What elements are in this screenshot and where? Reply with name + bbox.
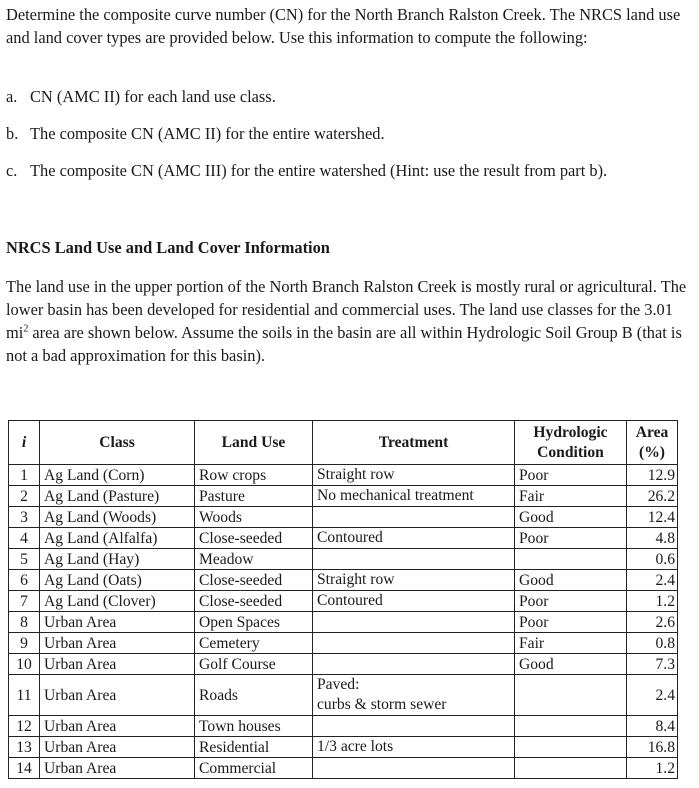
cell-land-use: Row crops bbox=[195, 465, 313, 486]
cell-i: 4 bbox=[9, 528, 40, 549]
cell-land-use: Woods bbox=[195, 507, 313, 528]
table-row bbox=[9, 654, 678, 675]
cell-class: Urban Area bbox=[40, 737, 195, 758]
cell-condition bbox=[515, 737, 627, 758]
cell-treatment bbox=[313, 675, 515, 716]
header-area-line2: (%) bbox=[639, 443, 665, 461]
cell-treatment bbox=[313, 633, 515, 654]
cell-treatment bbox=[313, 654, 515, 675]
cell-treatment: Contoured bbox=[313, 591, 515, 612]
cell-condition bbox=[515, 549, 627, 570]
table-row bbox=[9, 716, 678, 737]
part-b-label: b. bbox=[6, 124, 19, 143]
cell-area: 8.4 bbox=[627, 716, 678, 737]
header-area-line1: Area bbox=[635, 423, 669, 441]
land-use-table bbox=[8, 420, 678, 779]
cell-treatment-line1: Paved: bbox=[317, 676, 360, 693]
cell-land-use: Open Spaces bbox=[195, 612, 313, 633]
cell-treatment bbox=[313, 758, 515, 779]
cell-i: 2 bbox=[9, 486, 40, 507]
cell-area: 7.3 bbox=[627, 654, 678, 675]
cell-land-use: Pasture bbox=[195, 486, 313, 507]
cell-i: 13 bbox=[9, 737, 40, 758]
part-a bbox=[6, 87, 276, 107]
cell-class: Urban Area bbox=[40, 716, 195, 737]
header-hydrologic-line2: Condition bbox=[537, 443, 604, 461]
cell-area: 12.9 bbox=[627, 465, 678, 486]
table-row bbox=[9, 528, 678, 549]
table-row bbox=[9, 633, 678, 654]
cell-area: 12.4 bbox=[627, 507, 678, 528]
cell-land-use: Commercial bbox=[195, 758, 313, 779]
cell-land-use: Cemetery bbox=[195, 633, 313, 654]
part-c-text: The composite CN (AMC III) for the entire watershed (Hint: use the result from part b). bbox=[30, 161, 608, 180]
cell-treatment bbox=[313, 612, 515, 633]
cell-area: 1.2 bbox=[627, 591, 678, 612]
header-hydrologic-line1: Hydrologic bbox=[533, 423, 608, 441]
cell-condition: Good bbox=[515, 654, 627, 675]
cell-class: Urban Area bbox=[40, 758, 195, 779]
cell-treatment: Straight row bbox=[313, 570, 515, 591]
cell-condition: Good bbox=[515, 507, 627, 528]
cell-area: 0.6 bbox=[627, 549, 678, 570]
part-a-label: a. bbox=[6, 87, 18, 106]
header-land-use: Land Use bbox=[195, 421, 313, 465]
cell-class: Ag Land (Alfalfa) bbox=[40, 528, 195, 549]
land-use-paragraph bbox=[6, 275, 690, 367]
table-row bbox=[9, 549, 678, 570]
cell-treatment: 1/3 acre lots bbox=[313, 737, 515, 758]
table-row bbox=[9, 465, 678, 486]
part-b-text: The composite CN (AMC II) for the entire watershed. bbox=[30, 124, 385, 143]
header-i: i bbox=[9, 421, 40, 465]
table-row bbox=[9, 507, 678, 528]
problem-statement: Determine the composite curve number (CN) for the North Branch Ralston Creek. The NRCS land use and land cover types are provided below. Use this information to compute the following: bbox=[6, 5, 681, 47]
cell-i: 14 bbox=[9, 758, 40, 779]
part-c-label: c. bbox=[6, 161, 18, 180]
part-a-text: CN (AMC II) for each land use class. bbox=[30, 87, 276, 106]
cell-i: 8 bbox=[9, 612, 40, 633]
cell-class: Urban Area bbox=[40, 633, 195, 654]
cell-condition: Poor bbox=[515, 612, 627, 633]
cell-area: 4.8 bbox=[627, 528, 678, 549]
cell-area: 26.2 bbox=[627, 486, 678, 507]
cell-class: Ag Land (Pasture) bbox=[40, 486, 195, 507]
paragraph-text-after: area are shown below. Assume the soils in the basin are all within Hydrologic Soil Group B (that is not a bad approximation for this basin). bbox=[6, 323, 682, 365]
cell-i: 5 bbox=[9, 549, 40, 570]
cell-land-use: Close-seeded bbox=[195, 591, 313, 612]
cell-land-use: Meadow bbox=[195, 549, 313, 570]
section-heading: NRCS Land Use and Land Cover Information bbox=[6, 238, 330, 257]
cell-i: 6 bbox=[9, 570, 40, 591]
cell-land-use: Close-seeded bbox=[195, 570, 313, 591]
cell-i: 7 bbox=[9, 591, 40, 612]
cell-condition bbox=[515, 675, 627, 716]
paragraph-superscript: 2 bbox=[23, 323, 29, 335]
table-row bbox=[9, 591, 678, 612]
table-row bbox=[9, 612, 678, 633]
cell-i: 12 bbox=[9, 716, 40, 737]
header-hydrologic-condition bbox=[515, 421, 627, 465]
cell-area: 2.6 bbox=[627, 612, 678, 633]
cell-condition: Poor bbox=[515, 465, 627, 486]
cell-class: Ag Land (Woods) bbox=[40, 507, 195, 528]
part-c bbox=[6, 161, 607, 181]
cell-i: 9 bbox=[9, 633, 40, 654]
cell-area: 2.4 bbox=[627, 570, 678, 591]
cell-land-use: Golf Course bbox=[195, 654, 313, 675]
cell-class: Urban Area bbox=[40, 654, 195, 675]
cell-treatment-line2: curbs & storm sewer bbox=[317, 696, 447, 713]
cell-area: 1.2 bbox=[627, 758, 678, 779]
table-row bbox=[9, 758, 678, 779]
table-row bbox=[9, 737, 678, 758]
cell-condition: Fair bbox=[515, 633, 627, 654]
cell-class: Ag Land (Corn) bbox=[40, 465, 195, 486]
header-area bbox=[627, 421, 678, 465]
cell-condition: Poor bbox=[515, 591, 627, 612]
cell-i: 10 bbox=[9, 654, 40, 675]
cell-condition: Good bbox=[515, 570, 627, 591]
cell-area: 16.8 bbox=[627, 737, 678, 758]
table-header-row bbox=[9, 421, 678, 465]
cell-treatment bbox=[313, 549, 515, 570]
cell-area: 0.8 bbox=[627, 633, 678, 654]
cell-land-use: Residential bbox=[195, 737, 313, 758]
cell-area: 2.4 bbox=[627, 675, 678, 716]
cell-i: 11 bbox=[9, 675, 40, 716]
cell-class: Ag Land (Clover) bbox=[40, 591, 195, 612]
header-class: Class bbox=[40, 421, 195, 465]
cell-treatment: Contoured bbox=[313, 528, 515, 549]
cell-land-use: Roads bbox=[195, 675, 313, 716]
cell-treatment: No mechanical treatment bbox=[313, 486, 515, 507]
cell-class: Ag Land (Hay) bbox=[40, 549, 195, 570]
table-row bbox=[9, 675, 678, 716]
cell-class: Ag Land (Oats) bbox=[40, 570, 195, 591]
cell-i: 3 bbox=[9, 507, 40, 528]
cell-treatment bbox=[313, 507, 515, 528]
part-b bbox=[6, 124, 385, 144]
cell-condition: Poor bbox=[515, 528, 627, 549]
cell-condition: Fair bbox=[515, 486, 627, 507]
cell-condition bbox=[515, 716, 627, 737]
cell-land-use: Town houses bbox=[195, 716, 313, 737]
cell-treatment: Straight row bbox=[313, 465, 515, 486]
header-treatment: Treatment bbox=[313, 421, 515, 465]
paragraph-text-before: The land use in the upper portion of the North Branch Ralston Creek is mostly rural or agricultural. The lower basin has been developed for residential and commercial uses. The land use classes for the 3.01 mi bbox=[6, 277, 687, 342]
table-row bbox=[9, 570, 678, 591]
cell-class: Urban Area bbox=[40, 675, 195, 716]
cell-condition bbox=[515, 758, 627, 779]
cell-i: 1 bbox=[9, 465, 40, 486]
cell-class: Urban Area bbox=[40, 612, 195, 633]
table-row bbox=[9, 486, 678, 507]
cell-land-use: Close-seeded bbox=[195, 528, 313, 549]
cell-treatment bbox=[313, 716, 515, 737]
